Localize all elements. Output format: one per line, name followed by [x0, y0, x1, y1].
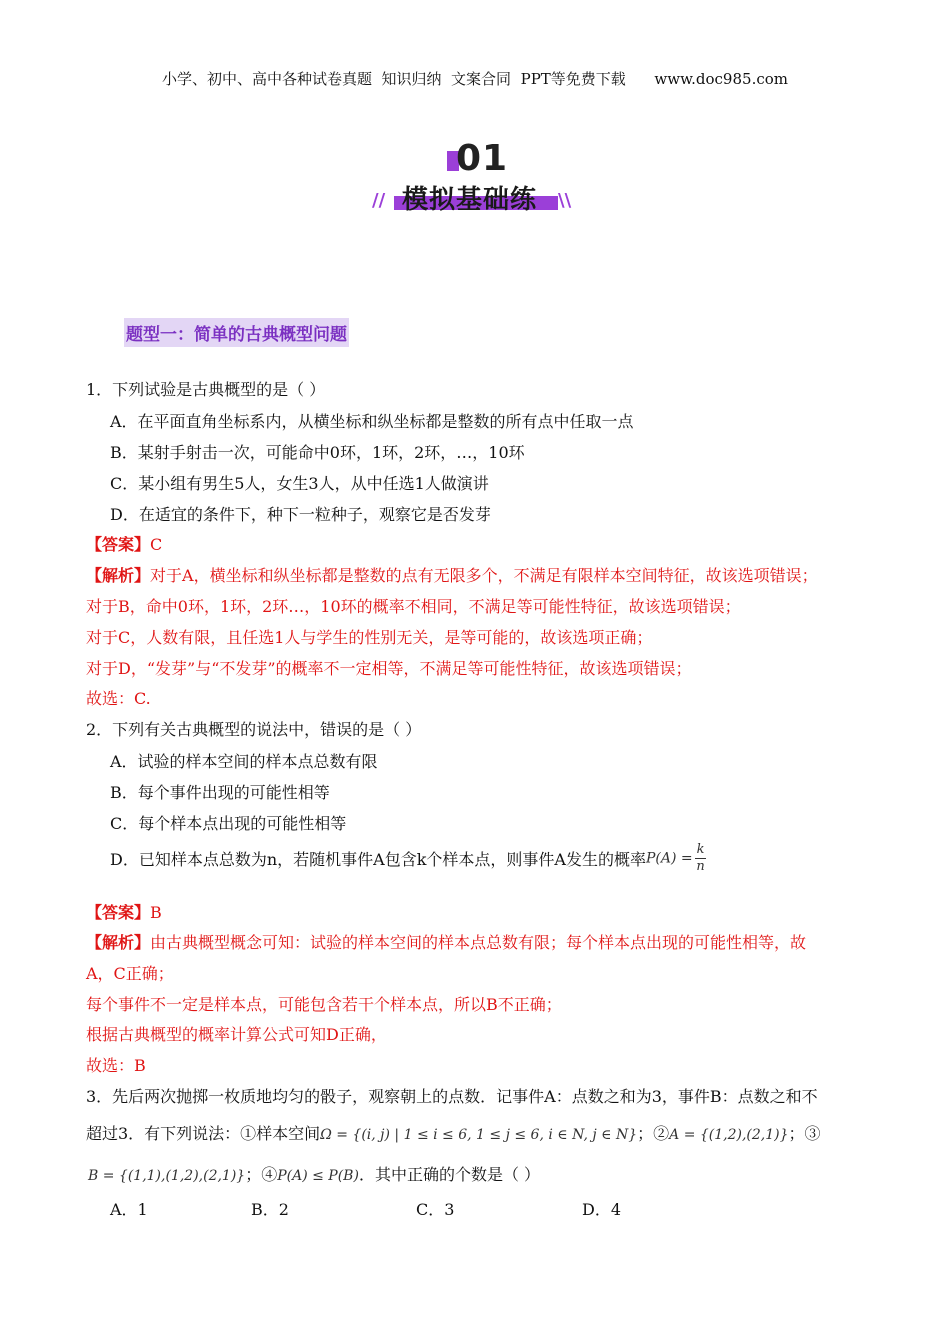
q3-line-2: [86, 1121, 821, 1144]
q1-option-b: B．某射手射击一次，可能命中0环，1环，2环，…，10环: [110, 443, 525, 462]
q2-analysis-2: 每个事件不一定是样本点，可能包含若干个样本点，所以B不正确；: [86, 995, 562, 1014]
fraction-numerator: k: [696, 842, 705, 857]
fraction-denominator: n: [696, 859, 705, 874]
q2-stem: 2．下列有关古典概型的说法中，错误的是（ ）: [86, 720, 422, 739]
answer-value: C: [150, 535, 163, 554]
answer-label: 【答案】: [86, 535, 151, 554]
badge-title: 模拟基础练: [402, 185, 538, 215]
q2-analysis-0: [86, 930, 806, 953]
badge-number: 01: [456, 138, 509, 179]
section-badge: [372, 138, 578, 218]
sample-space-formula: Ω = {(i, j) | 1 ≤ i ≤ 6, 1 ≤ j ≤ 6, i ∈ N, j ∈ N}: [320, 1127, 638, 1143]
analysis-text: 对于A，横坐标和纵坐标都是整数的点有无限多个，不满足有限样本空间特征，故该选项错误；: [150, 566, 818, 585]
inequality-formula: P(A) ≤ P(B): [277, 1168, 359, 1184]
badge-right-mark: \\: [558, 190, 572, 211]
q3-option-d: D．4: [582, 1200, 622, 1219]
q1-analysis-2: 对于C，人数有限，且任选1人与学生的性别无关，是等可能的，故该选项正确；: [86, 628, 653, 647]
set-a-formula: A = {(1,2),(2,1)}: [669, 1127, 789, 1143]
set-b-formula: B = {(1,1),(1,2),(2,1)}: [88, 1168, 246, 1184]
q1-analysis-1: 对于B，命中0环，1环，2环…，10环的概率不相同，不满足等可能性特征，故该选项错误；: [86, 597, 741, 616]
q2-analysis-3: 根据古典概型的概率计算公式可知D正确，: [86, 1025, 387, 1044]
q2-analysis-4: 故选：B: [86, 1056, 146, 1075]
q2-option-c: C．每个样本点出现的可能性相等: [110, 814, 347, 833]
q3-line-1: 3．先后两次抛掷一枚质地均匀的骰子，观察朝上的点数．记事件A：点数之和为3，事件B：点数之和不: [86, 1087, 818, 1106]
q1-option-a: A．在平面直角坐标系内，从横坐标和纵坐标都是整数的所有点中任取一点: [110, 412, 634, 431]
section-title: 题型一：简单的古典概型问题: [124, 318, 349, 347]
q3-line-3-tail: ．其中正确的个数是（ ）: [358, 1165, 541, 1184]
q3-sep-3: ；③: [788, 1124, 821, 1143]
q3-option-b: B．2: [251, 1200, 289, 1219]
q2-option-d: [110, 842, 706, 875]
site-header: 小学、初中、高中各种试卷真题 知识归纳 文案合同 PPT等免费下载 www.doc985.com: [161, 70, 788, 88]
analysis-label: 【解析】: [86, 566, 151, 585]
badge-left-mark: //: [372, 190, 386, 211]
q2-option-d-text: D．已知样本点总数为n，若随机事件A包含k个样本点，则事件A发生的概率: [110, 850, 646, 869]
q2-option-a: A．试验的样本空间的样本点总数有限: [110, 752, 378, 771]
q3-sep-2: ；②: [637, 1124, 670, 1143]
answer-label: 【答案】: [86, 903, 151, 922]
probability-fraction: [695, 842, 707, 875]
answer-value: B: [150, 903, 162, 922]
q1-option-c: C．某小组有男生5人，女生3人，从中任选1人做演讲: [110, 474, 489, 493]
q1-analysis-0: [86, 563, 818, 586]
q3-line-2-text: 超过3．有下列说法：①样本空间: [86, 1124, 321, 1143]
analysis-text: 由古典概型概念可知：试验的样本空间的样本点总数有限；每个样本点出现的可能性相等，故: [150, 933, 807, 952]
q3-sep-4: ；④: [245, 1165, 278, 1184]
q1-analysis-3: 对于D，“发芽”与“不发芽”的概率不一定相等，不满足等可能性特征，故该选项错误；: [86, 659, 692, 678]
q2-option-b: B．每个事件出现的可能性相等: [110, 783, 330, 802]
q3-option-c: C．3: [416, 1200, 455, 1219]
q1-option-d: D．在适宜的条件下，种下一粒种子，观察它是否发芽: [110, 505, 491, 524]
q1-analysis-4: 故选：C.: [86, 689, 151, 708]
analysis-label: 【解析】: [86, 933, 151, 952]
probability-formula: P(A) =: [645, 850, 693, 867]
q1-answer: [86, 532, 162, 555]
q3-option-a: A．1: [110, 1200, 148, 1219]
q2-analysis-1: A，C正确；: [86, 964, 174, 983]
q1-stem: 1．下列试验是古典概型的是（ ）: [86, 380, 326, 399]
q3-line-3: [88, 1162, 540, 1185]
q2-answer: [86, 900, 162, 923]
